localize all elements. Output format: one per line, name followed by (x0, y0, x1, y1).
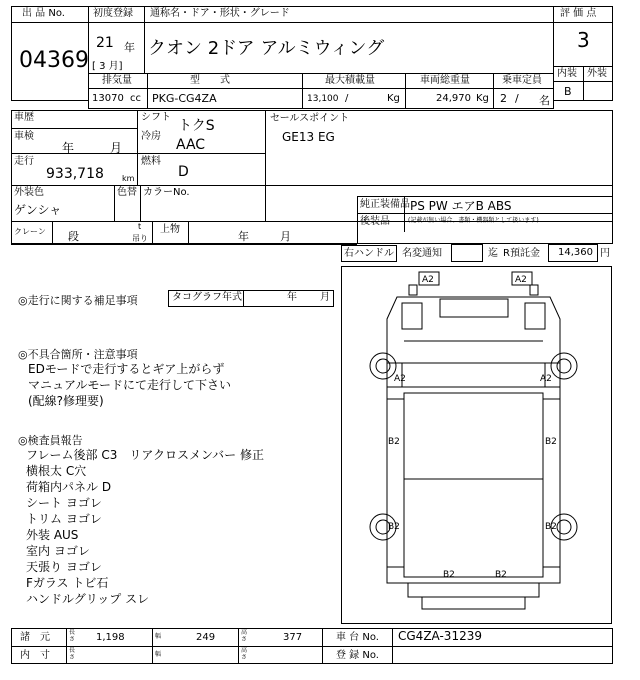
steering-value: 右ハンドル (344, 248, 394, 259)
mileage-value: 933,718 (46, 166, 104, 182)
sales-point-label: セールスポイント (270, 113, 350, 124)
name-change-label: 名変通知 (402, 248, 442, 259)
defect-line: (配線?修理要) (28, 394, 104, 408)
reg-number-label: 登 録 No. (336, 650, 379, 661)
model-code-value: PKG-CG4ZA (152, 92, 217, 105)
inspector-notes-title: ◎検査員報告 (18, 434, 83, 447)
damage-mark-a2-front-left: A2 (422, 275, 434, 285)
inner-height-label: 高さ (241, 647, 248, 661)
road-label: 迄 (488, 248, 498, 259)
dims-label: 諸 元 (20, 632, 50, 643)
damage-mark-a2-cab-left: A2 (394, 374, 406, 384)
damage-mark-b2-side-left: B2 (388, 437, 400, 447)
width-value: 249 (196, 632, 216, 643)
chassis-label: 車 台 No. (336, 632, 379, 643)
damage-mark-b2-rear-right: B2 (495, 570, 507, 580)
exterior-label: 外装 (587, 68, 607, 79)
shift-label: シフト (141, 112, 171, 123)
upper-label: 上物 (160, 224, 180, 235)
damage-mark-a2-front-right: A2 (515, 275, 527, 285)
mileage-label: 走行 (14, 156, 34, 167)
lot-number: 04369 (19, 48, 89, 73)
damage-mark-b2-lower-left: B2 (388, 522, 400, 532)
tacho-month: 月 (320, 292, 330, 303)
upper-month: 月 (280, 230, 291, 243)
length-value: 1,198 (96, 632, 125, 643)
damage-mark-a2-cab-right: A2 (540, 374, 552, 384)
equipment-value: PS PW エアB ABS (410, 199, 512, 213)
defect-lines (28, 361, 231, 409)
ac-label: 冷房 (141, 131, 161, 142)
reg-month: [ 3 月] (92, 61, 123, 72)
inspector-line: Fガラス トビ石 (26, 576, 109, 590)
crane-lift: 吊り (132, 234, 148, 243)
truck-diagram-frame (341, 266, 612, 624)
width-label: 幅 (155, 633, 162, 640)
history-label: 車歴 (14, 112, 34, 123)
ac-value: AAC (176, 137, 206, 153)
capacity-unit: 名 (539, 94, 550, 107)
inspector-line: 外装 AUS (26, 528, 79, 542)
inner-dims-label: 内 寸 (20, 650, 50, 661)
sales-point-value: GE13 EG (282, 130, 335, 144)
interior-label: 内装 (557, 68, 577, 79)
grade-value: 3 (577, 28, 590, 52)
inspector-line: トリム ヨゴレ (26, 512, 102, 526)
crane-ton: t (138, 222, 142, 231)
inspector-line: ハンドルグリップ スレ (26, 592, 150, 606)
crane-label: クレーン (14, 227, 46, 236)
inspector-lines (26, 447, 264, 607)
max-load-value: 13,100 (307, 94, 339, 104)
max-load-sep: / (345, 93, 349, 104)
tacho-label: タコグラフ年式 (172, 292, 242, 303)
truck-diagram (342, 267, 611, 623)
defect-line: EDモードで走行するとギア上がらず (28, 362, 225, 376)
damage-mark-b2-lower-right: B2 (545, 522, 557, 532)
model-label: 通称名・ドア・形状・グレード (150, 8, 290, 19)
interior-value: B (564, 85, 572, 98)
length-label: 長さ (69, 629, 76, 643)
color-label: 外装色 (14, 187, 44, 198)
recycle-label: R預託金 (503, 248, 540, 259)
defect-line: マニュアルモードにて走行して下さい (28, 378, 232, 392)
chassis-value: CG4ZA-31239 (398, 629, 482, 643)
displacement-label: 排気量 (102, 75, 132, 86)
inspection-label: 車検 (14, 131, 34, 142)
capacity-value: 2 (500, 92, 507, 105)
model-code-label: 型 式 (190, 75, 230, 86)
reg-year: 21 (96, 35, 114, 51)
recycle-value: 14,360 (558, 247, 593, 258)
inner-width-label: 幅 (155, 651, 162, 658)
damage-mark-b2-side-right: B2 (545, 437, 557, 447)
fuel-label: 燃料 (141, 156, 161, 167)
defect-notes-title: ◎不具合箇所・注意事項 (18, 348, 138, 361)
max-load-unit: Kg (387, 93, 400, 104)
gross-weight-value: 24,970 (436, 93, 471, 104)
height-value: 377 (283, 632, 303, 643)
model-name: クオン 2ドア アルミウィング (148, 38, 385, 59)
inspector-line: シート ヨゴレ (26, 496, 102, 510)
gross-weight-label: 車両総重量 (420, 75, 470, 86)
capacity-sep: / (515, 92, 519, 105)
lot-label: 出 品 No. (22, 8, 65, 19)
reg-year-unit: 年 (124, 41, 135, 54)
color-number-label: カラーNo. (143, 187, 190, 198)
tacho-year: 年 (287, 292, 297, 303)
grade-label: 評 価 点 (560, 8, 597, 19)
height-label: 高さ (241, 629, 248, 643)
inspector-line: 室内 ヨゴレ (26, 544, 90, 558)
gross-weight-unit: Kg (476, 93, 489, 104)
inspector-line: 横根太 C穴 (26, 464, 87, 478)
max-load-label: 最大積載量 (325, 75, 375, 86)
inspector-line: 天張り ヨゴレ (26, 560, 102, 574)
aftermarket-label: 後装品 (360, 216, 390, 227)
damage-mark-b2-rear-left: B2 (443, 570, 455, 580)
color-change-label: 色替 (117, 187, 137, 198)
mileage-unit: km (122, 174, 135, 183)
inspector-line: 荷箱内パネル D (26, 480, 112, 494)
capacity-label: 乗車定員 (502, 75, 542, 86)
inspection-month: 月 (110, 141, 123, 155)
color-value: ゲンシャ (14, 203, 62, 217)
displacement-unit: cc (130, 93, 141, 104)
inner-length-label: 長さ (69, 647, 76, 661)
driving-notes-title: ◎走行に関する補足事項 (18, 294, 138, 307)
aftermarket-note: (記載が無い場合、書類・機器類として扱います) (408, 217, 539, 224)
shift-value: トクS (178, 118, 215, 134)
name-change-box (451, 244, 483, 262)
upper-year: 年 (238, 230, 249, 243)
inspection-year: 年 (62, 141, 75, 155)
crane-stage: 段 (68, 230, 79, 243)
fuel-value: D (178, 164, 189, 180)
equipment-label: 純正装備品 (360, 199, 410, 210)
displacement-value: 13070 (92, 93, 124, 104)
first-reg-label: 初度登録 (93, 8, 133, 19)
inspector-line: フレーム後部 C3 リアクロスメンバー 修正 (26, 448, 264, 462)
recycle-unit: 円 (600, 248, 610, 259)
